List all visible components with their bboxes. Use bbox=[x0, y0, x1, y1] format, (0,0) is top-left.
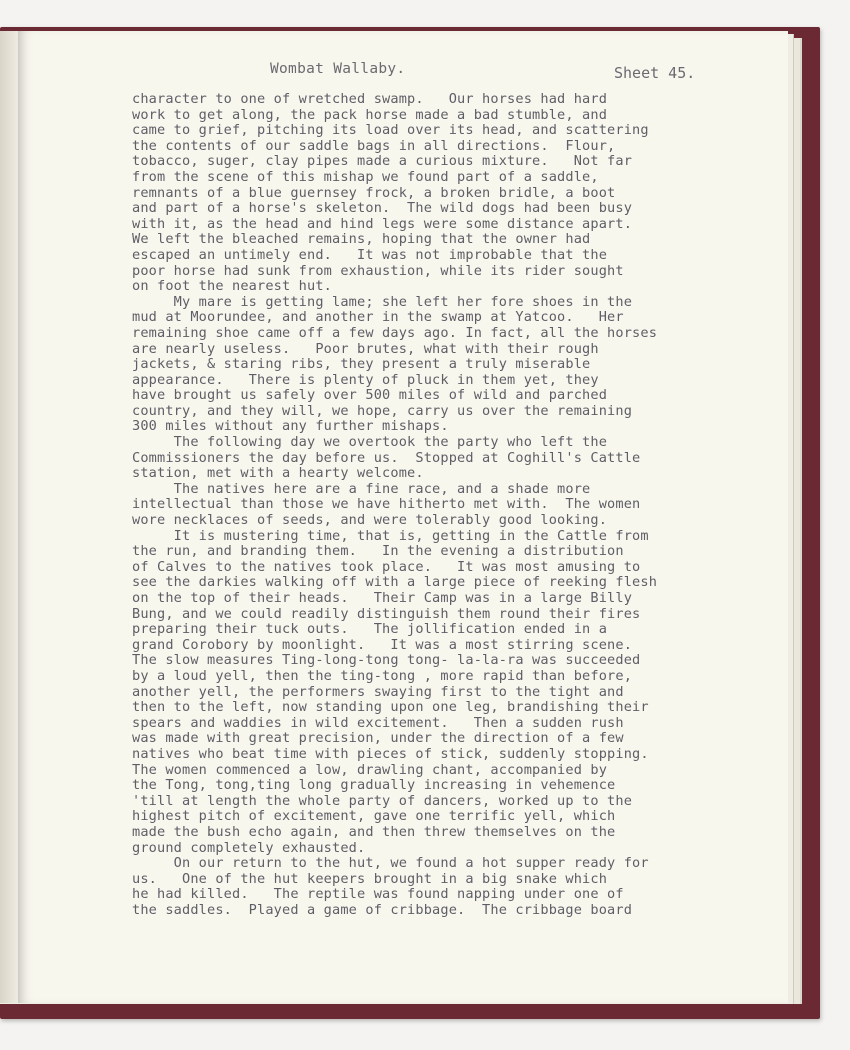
text-line: Bung, and we could readily distinguish them round their fires bbox=[132, 605, 641, 622]
text-line: are nearly useless. Poor brutes, what with their rough bbox=[132, 340, 599, 357]
text-line: The slow measures Ting-long-tong tong- la-la-ra was succeeded bbox=[132, 652, 641, 669]
text-line: poor horse had sunk from exhaustion, while its rider sought bbox=[132, 262, 624, 279]
text-line: by a loud yell, then the ting-tong , more rapid than before, bbox=[132, 667, 633, 684]
text-line: wore necklaces of seeds, and were tolerably good looking. bbox=[132, 512, 608, 529]
text-line: made the bush echo again, and then threw themselves on the bbox=[132, 823, 616, 840]
text-line: from the scene of this mishap we found part of a saddle, bbox=[132, 168, 599, 185]
typed-body-text bbox=[132, 92, 742, 918]
text-line: of Calves to the natives took place. It was most amusing to bbox=[132, 558, 641, 575]
text-line: 'till at length the whole party of dancers, worked up to the bbox=[132, 792, 633, 809]
text-line: another yell, the performers swaying first to the tight and bbox=[132, 683, 624, 700]
text-line: and part of a horse's skeleton. The wild dogs had been busy bbox=[132, 200, 633, 217]
text-line: mud at Moorundee, and another in the swamp at Yatcoo. Her bbox=[132, 309, 624, 326]
text-line: remnants of a blue guernsey frock, a broken bridle, a boot bbox=[132, 184, 616, 201]
text-line: We left the bleached remains, hoping that the owner had bbox=[132, 231, 591, 248]
text-line: then to the left, now standing upon one leg, brandishing their bbox=[132, 699, 649, 716]
sheet-number: Sheet 45. bbox=[614, 64, 696, 82]
text-line: with it, as the head and hind legs were some distance apart. bbox=[132, 215, 633, 232]
text-line: It is mustering time, that is, getting in the Cattle from bbox=[132, 527, 649, 544]
text-line: work to get along, the pack horse made a bad stumble, and bbox=[132, 106, 608, 123]
text-line: character to one of wretched swamp. Our horses had hard bbox=[132, 91, 608, 107]
text-line: Commissioners the day before us. Stopped at Coghill's Cattle bbox=[132, 449, 641, 466]
text-line: appearance. There is plenty of pluck in them yet, they bbox=[132, 371, 599, 388]
text-line: escaped an untimely end. It was not improbable that the bbox=[132, 246, 608, 263]
text-line: on foot the nearest hut. bbox=[132, 278, 333, 295]
text-line: highest pitch of excitement, gave one terrific yell, which bbox=[132, 808, 616, 825]
text-line: 300 miles without any further mishaps. bbox=[132, 418, 449, 435]
text-line: ground completely exhausted. bbox=[132, 839, 366, 856]
text-line: remaining shoe came off a few days ago. In fact, all the horses bbox=[132, 324, 658, 341]
text-line: station, met with a hearty welcome. bbox=[132, 465, 424, 482]
text-line: country, and they will, we hope, carry us over the remaining bbox=[132, 402, 633, 419]
text-line: have brought us safely over 500 miles of wild and parched bbox=[132, 387, 608, 404]
text-line: on the top of their heads. Their Camp was in a large Billy bbox=[132, 590, 633, 606]
text-line: The following day we overtook the party who left the bbox=[132, 434, 608, 451]
text-line: came to grief, pitching its load over its head, and scattering bbox=[132, 122, 649, 139]
text-line: us. One of the hut keepers brought in a big snake which bbox=[132, 870, 608, 887]
text-line: intellectual than those we have hitherto met with. The women bbox=[132, 496, 641, 513]
text-line: tobacco, suger, clay pipes made a curious mixture. Not far bbox=[132, 153, 633, 170]
text-line: The women commenced a low, drawling chant, accompanied by bbox=[132, 761, 608, 778]
text-line: the contents of our saddle bags in all directions. Flour, bbox=[132, 137, 616, 154]
page-header-title: Wombat Wallaby. bbox=[270, 61, 406, 77]
text-line: the saddles. Played a game of cribbage. The cribbage board bbox=[132, 901, 633, 918]
text-line: jackets, & staring ribs, they present a truly miserable bbox=[132, 356, 591, 373]
text-line: see the darkies walking off with a large piece of reeking flesh bbox=[132, 574, 658, 591]
text-line: preparing their tuck outs. The jollification ended in a bbox=[132, 621, 608, 638]
text-line: The natives here are a fine race, and a shade more bbox=[132, 480, 591, 497]
text-line: grand Corobory by moonlight. It was a most stirring scene. bbox=[132, 636, 633, 653]
text-line: the run, and branding them. In the evening a distribution bbox=[132, 543, 624, 560]
text-line: My mare is getting lame; she left her fore shoes in the bbox=[132, 293, 633, 310]
text-line: was made with great precision, under the direction of a few bbox=[132, 730, 624, 747]
text-line: he had killed. The reptile was found napping under one of bbox=[132, 886, 624, 903]
text-line: the Tong, tong,ting long gradually increasing in vehemence bbox=[132, 777, 616, 794]
text-line: On our return to the hut, we found a hot supper ready for bbox=[132, 855, 649, 872]
facing-page-edge bbox=[0, 31, 20, 1003]
text-line: natives who beat time with pieces of stick, suddenly stopping. bbox=[132, 745, 649, 762]
text-line: spears and waddies in wild excitement. Then a sudden rush bbox=[132, 714, 624, 731]
